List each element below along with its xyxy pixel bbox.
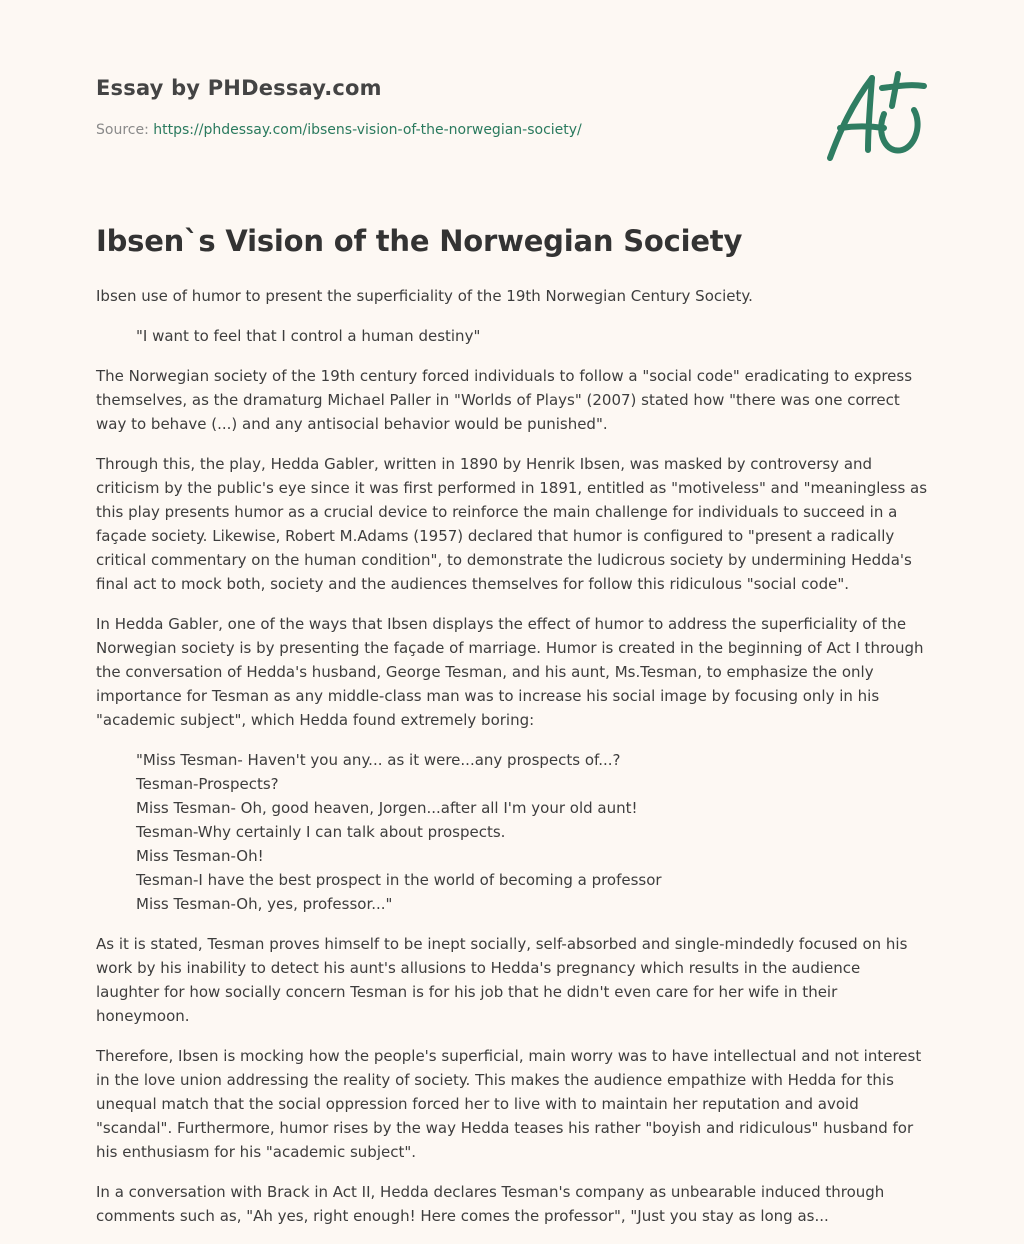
dialogue-line: Tesman-I have the best prospect in the world of becoming a professor [136, 871, 662, 889]
essay-paragraph-5: Therefore, Ibsen is mocking how the people's superficial, main worry was to have intellectual and not interest in the love union addressing the reality of society. This makes the audience empathize with Hedda for this unequal match that the social oppression forced her to live with to maintain her reputation and avoid "scandal". Furthermore, humor rises by the way Hedda teases his rather "boyish and ridiculous" husband for his enthusiasm for his "academic subject". [96, 1047, 922, 1161]
dialogue-line: "Miss Tesman- Haven't you any... as it were...any prospects of...? [136, 751, 621, 769]
essay-paragraph-3: In Hedda Gabler, one of the ways that Ibsen displays the effect of humor to address the superficiality of the Norwegian society is by presenting the façade of marriage. Humor is created in the beginning of Act I through the conversation of Hedda's husband, George Tesman, and his aunt, Ms.Tesman, to emphasize the only importance for Tesman as any middle-class man was to increase his social image by focusing only in his "academic subject", which Hedda found extremely boring: [96, 615, 924, 729]
source-line [96, 122, 796, 138]
dialogue-block [96, 748, 928, 916]
essay-paragraph-1: The Norwegian society of the 19th century forced individuals to follow a "social code" eradicating to express themselves, as the dramaturg Michael Paller in "Worlds of Plays" (2007) stated how "there was one correct way to behave (...) and any antisocial behavior would be punished". [96, 367, 913, 433]
dialogue-line: Miss Tesman- Oh, good heaven, Jorgen...after all I'm your old aunt! [136, 799, 638, 817]
essay-paragraph-6: In a conversation with Brack in Act II, Hedda declares Tesman's company as unbearable induced through comments such as, "Ah yes, right enough! Here comes the professor", "Just you stay as long as... [96, 1183, 885, 1225]
essay-quote: "I want to feel that I control a human destiny" [136, 327, 481, 345]
dialogue-line: Tesman-Prospects? [136, 775, 279, 793]
dialogue-line: Miss Tesman-Oh! [136, 847, 264, 865]
source-link[interactable]: https://phdessay.com/ibsens-vision-of-the-norwegian-society/ [153, 122, 582, 138]
essay-paragraph-2: Through this, the play, Hedda Gabler, written in 1890 by Henrik Ibsen, was masked by controversy and criticism by the public's eye since it was first performed in 1891, entitled as "motiveless" and "meaningless as this play presents humor as a crucial device to reinforce the main challenge for individuals to succeed in a façade society. Likewise, Robert M.Adams (1957) declared that humor is configured to "present a radically critical commentary on the human condition", to demonstrate the ludicrous society by undermining Hedda's final act to mock both, society and the audiences themselves for follow this ridiculous "social code". [96, 455, 928, 593]
source-label: Source: [96, 122, 154, 138]
essay-intro: Ibsen use of humor to present the superficiality of the 19th Norwegian Century Society. [96, 287, 753, 305]
essay-body [96, 284, 928, 1244]
dialogue-line: Miss Tesman-Oh, yes, professor..." [136, 895, 393, 913]
essay-title: Ibsen`s Vision of the Norwegian Society [96, 224, 743, 258]
site-brand: Essay by PHDessay.com [96, 76, 382, 100]
a-plus-logo-icon [818, 66, 930, 166]
dialogue-line: Tesman-Why certainly I can talk about prospects. [136, 823, 506, 841]
page-header [96, 76, 796, 138]
a-plus-logo-graphic [818, 66, 930, 166]
essay-paragraph-4: As it is stated, Tesman proves himself to be inept socially, self-absorbed and single-mindedly focused on his work by his inability to detect his aunt's allusions to Hedda's pregnancy which results in the audience laughter for how socially concern Tesman is for his job that he didn't even care for her wife in their honeymoon. [96, 935, 908, 1025]
